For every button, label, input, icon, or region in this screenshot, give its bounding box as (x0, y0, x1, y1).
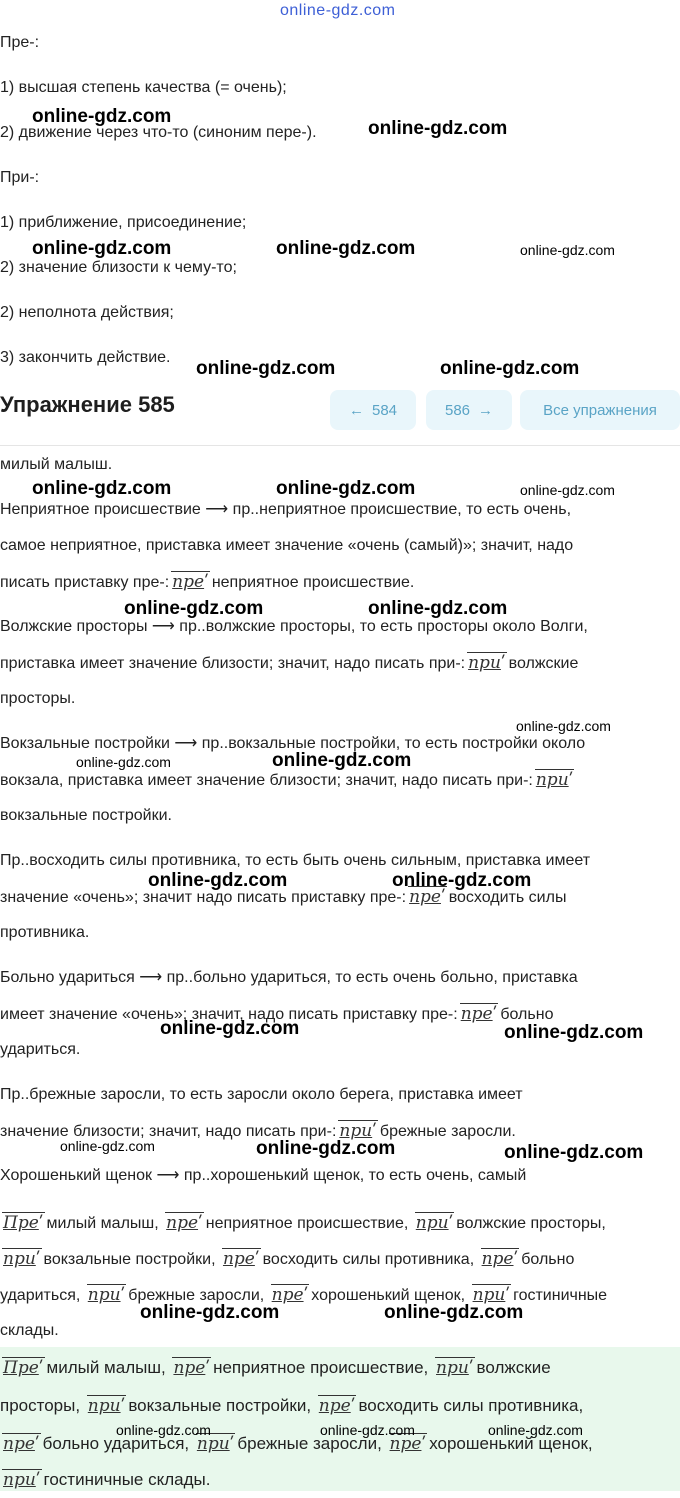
body-line: Вокзальные постройки ⟶ пр..вокзальные постройки, то есть постройки около (0, 735, 586, 752)
answer-line: Преʹ милый малыш, преʹ неприятное происшествие, приʹ волжские (3, 1358, 551, 1378)
pri-rule-4: 3) закончить действие. (0, 349, 171, 366)
watermark: online-gdz.com (440, 358, 580, 379)
watermark: online-gdz.com (488, 1422, 583, 1438)
arrow-right-icon: ⟶ (156, 1167, 180, 1184)
body-line: Пр..восходить силы противника, то есть быть очень сильным, приставка имеет (0, 852, 591, 869)
prefix-mark: преʹ (172, 572, 209, 592)
watermark: online-gdz.com (272, 750, 412, 771)
watermark: online-gdz.com (256, 1138, 396, 1159)
prefix-mark: преʹ (222, 1249, 260, 1269)
prev-exercise-label: 584 (371, 401, 398, 419)
prefix-mark: преʹ (460, 1004, 498, 1024)
watermark: online-gdz.com (32, 478, 172, 499)
watermark: online-gdz.com (276, 238, 416, 259)
watermark: online-gdz.com (392, 870, 532, 891)
watermark: online-gdz.com (140, 1302, 280, 1323)
prefix-mark: приʹ (3, 1249, 41, 1269)
prefix-mark: преʹ (271, 1285, 309, 1305)
body-line: вокзальные постройки. (0, 807, 172, 824)
prefix-mark: приʹ (3, 1470, 41, 1490)
prefix-mark: преʹ (481, 1249, 519, 1269)
watermark: online-gdz.com (32, 238, 172, 259)
pri-rule-1: 1) приближение, присоединение; (0, 214, 247, 231)
prefix-mark: приʹ (472, 1285, 511, 1305)
pri-title: При-: (0, 169, 40, 186)
summary-line: склады. (0, 1322, 59, 1339)
prefix-mark: преʹ (409, 887, 446, 907)
all-exercises-button[interactable] (520, 390, 680, 430)
body-line: приставка имеет значение близости; значит, надо писать при-: приʹ волжские (0, 653, 579, 673)
watermark: online-gdz.com (516, 718, 611, 734)
body-line: имеет значение «очень»; значит, надо писать приставку пре-: преʹ больно (0, 1004, 554, 1024)
body-line: милый малыш. (0, 456, 113, 473)
body-line: вокзала, приставка имеет значение близости; значит, надо писать при-: приʹ (0, 770, 574, 790)
prefix-mark: Преʹ (3, 1213, 44, 1233)
watermark: online-gdz.com (160, 1018, 300, 1039)
prefix-mark: преʹ (3, 1434, 40, 1454)
prefix-mark: приʹ (436, 1358, 474, 1378)
body-line: писать приставку пре-: преʹ неприятное происшествие. (0, 572, 415, 592)
body-line: просторы. (0, 690, 76, 707)
watermark: online-gdz.com (520, 242, 615, 258)
watermark: online-gdz.com (504, 1022, 644, 1043)
answer-line: просторы, приʹ вокзальные постройки, преʹ восходить силы противника, (0, 1396, 584, 1416)
pre-rule-2: 2) движение через что-то (синоним пере-). (0, 124, 317, 141)
body-line: Больно удариться ⟶ пр..больно удариться, то есть очень больно, приставка (0, 969, 578, 986)
arrow-right-icon: ⟶ (174, 735, 198, 752)
arrow-right-icon: ⟶ (139, 969, 163, 986)
summary-line: приʹ вокзальные постройки, преʹ восходить силы противника, преʹ больно (3, 1249, 575, 1269)
prefix-mark: приʹ (87, 1285, 126, 1305)
arrow-right-icon: ⟶ (205, 501, 229, 518)
watermark: online-gdz.com (32, 106, 172, 127)
watermark: online-gdz.com (276, 478, 416, 499)
body-line: Неприятное происшествие ⟶ пр..неприятное происшествие, то есть очень, (0, 501, 572, 518)
pri-rule-3: 2) неполнота действия; (0, 304, 174, 321)
watermark: online-gdz.com (124, 598, 264, 619)
next-exercise-label: 586 (444, 401, 471, 419)
watermark: online-gdz.com (320, 1422, 415, 1438)
prefix-mark: приʹ (339, 1121, 377, 1141)
watermark: online-gdz.com (116, 1422, 211, 1438)
prev-exercise-button[interactable] (330, 390, 416, 430)
arrow-left-icon: ← (348, 401, 364, 419)
watermark: online-gdz.com (384, 1302, 524, 1323)
body-line: противника. (0, 924, 90, 941)
body-line: значение близости; значит, надо писать при-: приʹ брежные заросли. (0, 1121, 516, 1141)
prefix-mark: преʹ (318, 1396, 356, 1416)
prefix-mark: приʹ (468, 653, 506, 673)
body-line: значение «очень»; значит надо писать приставку пре-: преʹ восходить силы (0, 887, 567, 907)
body-line: Хорошенький щенок ⟶ пр..хорошенький щенок, то есть очень, самый (0, 1167, 527, 1184)
prefix-mark: преʹ (389, 1434, 427, 1454)
answer-line: преʹ больно удариться, приʹ брежные заросли, преʹ хорошенький щенок, (3, 1434, 593, 1454)
watermark: online-gdz.com (196, 358, 336, 379)
prefix-mark: преʹ (173, 1358, 211, 1378)
body-line: удариться. (0, 1041, 81, 1058)
prefix-mark: приʹ (535, 770, 574, 790)
exercise-title: Упражнение 585 (0, 392, 175, 417)
body-line: самое неприятное, приставка имеет значение «очень (самый)»; значит, надо (0, 537, 574, 554)
body-line: Пр..брежные заросли, то есть заросли около берега, приставка имеет (0, 1086, 523, 1103)
watermark: online-gdz.com (368, 598, 508, 619)
watermark: online-gdz.com (520, 482, 615, 498)
prefix-mark: преʹ (166, 1213, 203, 1233)
arrow-right-icon: → (478, 401, 494, 419)
divider (0, 445, 680, 446)
next-exercise-button[interactable] (426, 390, 512, 430)
answer-line: приʹ гостиничные склады. (3, 1470, 211, 1490)
body-line: Волжские просторы ⟶ пр..волжские просторы, то есть просторы около Волги, (0, 618, 588, 635)
summary-line: удариться, приʹ брежные заросли, преʹ хорошенький щенок, приʹ гостиничные (0, 1285, 608, 1305)
summary-line: Преʹ милый малыш, преʹ неприятное происшествие, приʹ волжские просторы, (3, 1213, 606, 1233)
pre-rule-1: 1) высшая степень качества (= очень); (0, 79, 287, 96)
watermark: online-gdz.com (76, 754, 171, 770)
watermark: online-gdz.com (504, 1142, 644, 1163)
arrow-right-icon: ⟶ (151, 618, 175, 635)
watermark: online-gdz.com (148, 870, 288, 891)
pre-title: Пре-: (0, 34, 40, 51)
prefix-mark: приʹ (415, 1213, 454, 1233)
header-watermark: online-gdz.com (280, 2, 396, 19)
prefix-mark: приʹ (87, 1396, 126, 1416)
prefix-mark: приʹ (196, 1434, 235, 1454)
all-exercises-label: Все упражнения (543, 401, 657, 419)
prefix-mark: Преʹ (3, 1358, 44, 1378)
watermark: online-gdz.com (368, 118, 508, 139)
watermark: online-gdz.com (60, 1138, 155, 1154)
pri-rule-2: 2) значение близости к чему-то; (0, 259, 237, 276)
